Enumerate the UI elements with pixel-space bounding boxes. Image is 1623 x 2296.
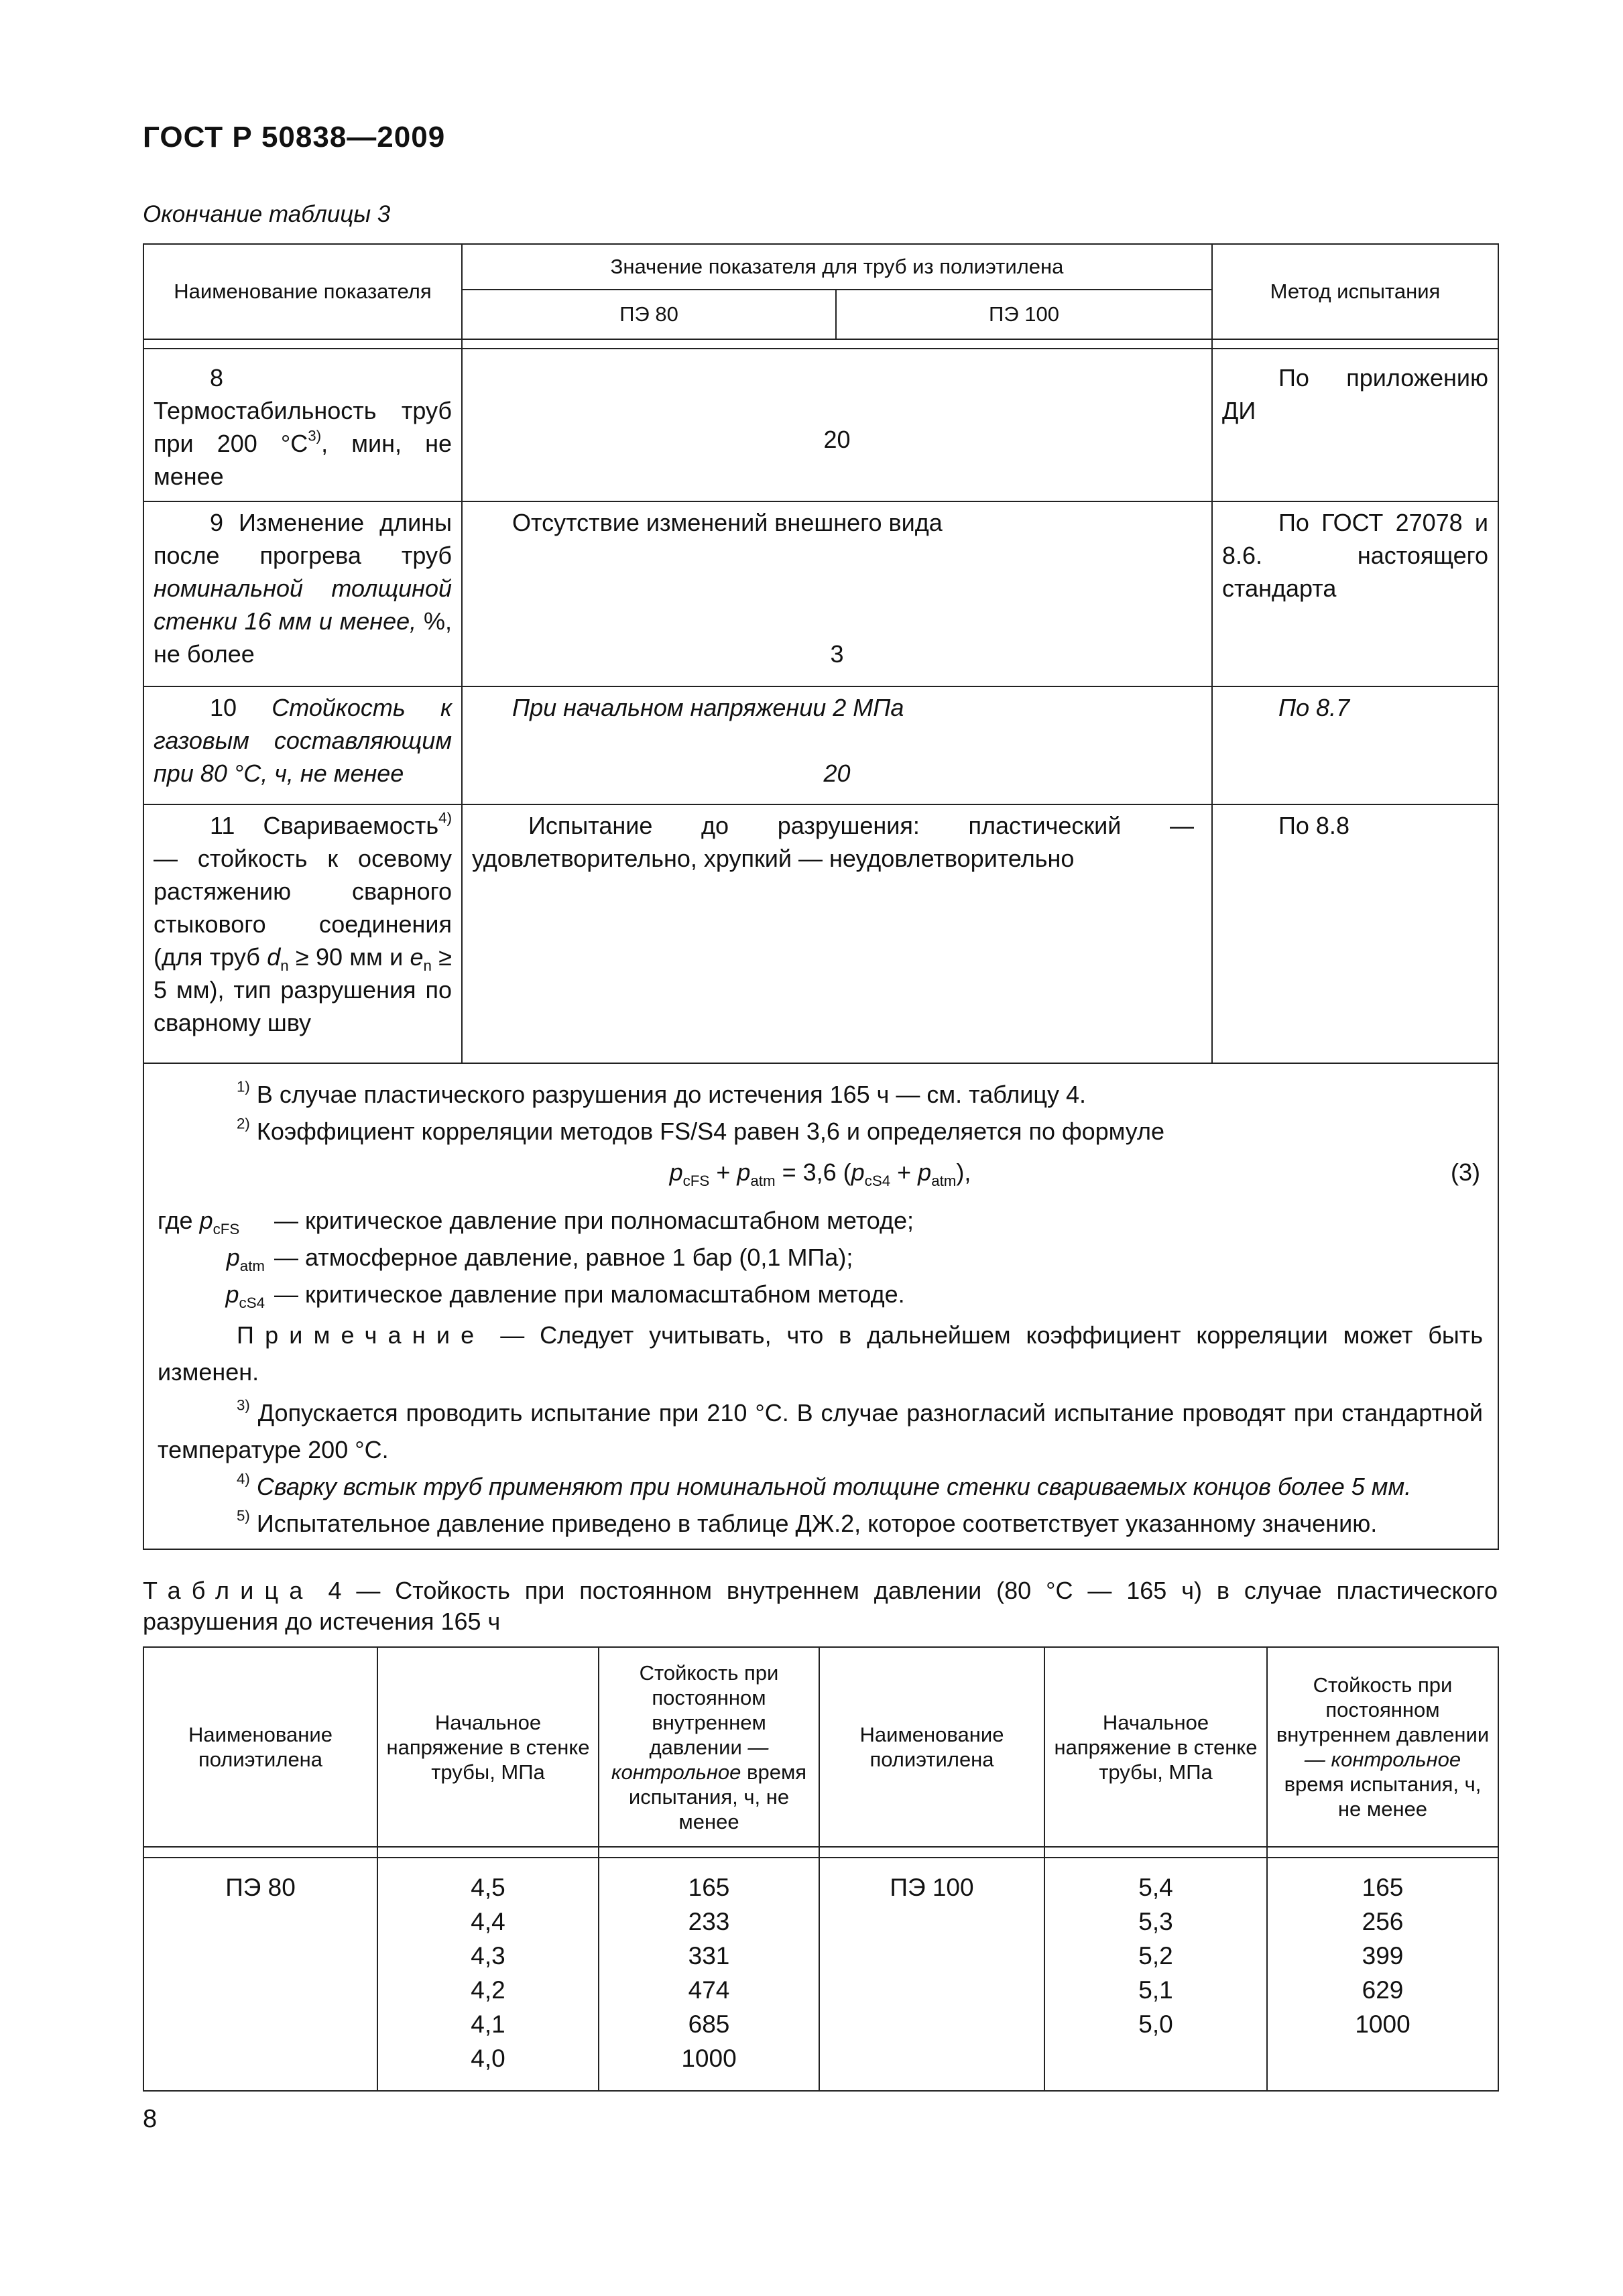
table4-header-name-2: Наименование полиэтилена <box>819 1647 1044 1847</box>
table3-row-10 <box>143 686 1498 804</box>
table4-header-stress-1: Начальное напряжение в стенке трубы, МПа <box>377 1647 599 1847</box>
table3-header-value-group: Значение показателя для труб из полиэтилена <box>462 244 1212 290</box>
table3-notes <box>143 1063 1498 1549</box>
table4-pe100-name: ПЭ 100 <box>819 1858 1044 2091</box>
table3-caption: Окончание таблицы 3 <box>143 201 391 227</box>
page-number: 8 <box>143 2105 158 2133</box>
table3-header-pe100: ПЭ 100 <box>836 290 1212 339</box>
formula-number: (3) <box>1451 1158 1481 1186</box>
table4-header-name-1: Наименование полиэтилена <box>143 1647 377 1847</box>
row9-value-text: Отсутствие изменений внешнего вида <box>512 509 943 536</box>
note-5: $^{5)}$ Испытательное давление приведено в таблице ДЖ.2, которое соответствует указанному значению. <box>237 1507 1378 1537</box>
row8-method: По приложению ДИ <box>1212 349 1498 501</box>
table4-pe80-time: 165 233 331 474 685 1000 <box>599 1858 819 2091</box>
formula-definitions: где $p_{cFS}$ — критическое давление при полномасштабном методе; $p_{atm}$ — атмосферное давление, равное 1 бар (0,1 МПа); $p_{cS4}$ — критическое давление при маломасштабном методе. <box>158 1207 914 1311</box>
note-1: $^{1)}$ В случае пластического разрушения до истечения 165 ч — см. таблицу 4. <box>237 1078 1087 1108</box>
row10-name: 10 Стойкость к газовым составляющим при 80 °С, ч, не менее <box>143 686 462 804</box>
table3-row-8 <box>143 349 1498 501</box>
table4-pe100-stress: 5,4 5,3 5,2 5,1 5,0 <box>1044 1858 1267 2091</box>
table3 <box>143 243 1499 1550</box>
row9-method: По ГОСТ 27078 и 8.6. настоящего стандарта <box>1212 501 1498 686</box>
table4-header-resistance-1: Стойкость при постоянном внутреннем давлении — контрольное время испытания, ч, не менее <box>599 1647 819 1847</box>
row9-value: 3 <box>830 640 844 668</box>
document-title: ГОСТ Р 50838—2009 <box>143 121 446 154</box>
row8-name: 8 Термостабильность труб при 200 $^\circ С^{3)}$, мин, не менее <box>143 349 462 501</box>
table4-data-row <box>143 1858 1498 2091</box>
formula-3: $p_{cFS} + p_{atm} = 3,6$ $(p_{cS4} + p_{atm})$, (3) <box>158 1154 1483 1195</box>
row9-name: 9 Изменение длины после прогрева труб номинальной толщиной стенки 16 мм и менее, %, не более <box>143 501 462 686</box>
note-primechanie: Примечание — Следует учитывать, что в дальнейшем коэффициент корреляции может быть изменен. <box>158 1321 1484 1386</box>
row11-name: 11 Свариваемость$^{4)}$ — стойкость к осевому растяжению сварного стыкового соединения (для труб $d_n \ge 90$ мм и $e_n \ge 5$ мм), тип разрушения по сварному шву <box>143 804 462 1063</box>
row9-values <box>462 501 1212 686</box>
table4-header-resistance-2: Стойкость при постоянном внутреннем давлении — контрольное время испытания, ч, не менее <box>1267 1647 1498 1847</box>
table4-pe80-stress: 4,5 4,4 4,3 4,2 4,1 4,0 <box>377 1858 599 2091</box>
table4-header-stress-2: Начальное напряжение в стенке трубы, МПа <box>1044 1647 1267 1847</box>
table4-pe100-time: 165 256 399 629 1000 <box>1267 1858 1498 2091</box>
note-4: $^{4)}$ Сварку встык труб применяют при номинальной толщине стенки свариваемых концов более 5 мм. <box>237 1470 1412 1500</box>
row10-value: 20 <box>823 760 851 787</box>
table3-row-11 <box>143 804 1498 1063</box>
note-2: $^{2)}$ Коэффициент корреляции методов FS/S4 равен 3,6 и определяется по формуле <box>237 1115 1165 1145</box>
table3-row-9 <box>143 501 1498 686</box>
table4-pe80-name: ПЭ 80 <box>143 1858 377 2091</box>
row11-value-text: Испытание до разрушения: пластический — удовлетворительно, хрупкий — неудовлетворительно <box>472 812 1195 872</box>
table3-header-method: Метод испытания <box>1212 244 1498 339</box>
row11-values <box>462 804 1212 1063</box>
table4-caption: Таблица 4 — Стойкость при постоянном внутреннем давлении (80 °С — 165 ч) в случае пластического разрушения до истечения 165 ч <box>143 1577 1498 1635</box>
row8-value: 20 <box>823 426 851 453</box>
table4 <box>143 1646 1499 2092</box>
row10-method: По 8.7 <box>1212 686 1498 804</box>
table3-header-name: Наименование показателя <box>143 244 462 339</box>
table3-header-pe80: ПЭ 80 <box>462 290 836 339</box>
row10-value-text: При начальном напряжении 2 МПа <box>512 694 904 721</box>
note-3: $^{3)}$ Допускается проводить испытание при 210 °С. В случае разногласий испытание проводят при стандартной температуре 200 °С. <box>158 1396 1484 1463</box>
row11-method: По 8.8 <box>1212 804 1498 1063</box>
row10-values <box>462 686 1212 804</box>
row8-values <box>462 349 1212 501</box>
table3-notes-row <box>143 1063 1498 1549</box>
